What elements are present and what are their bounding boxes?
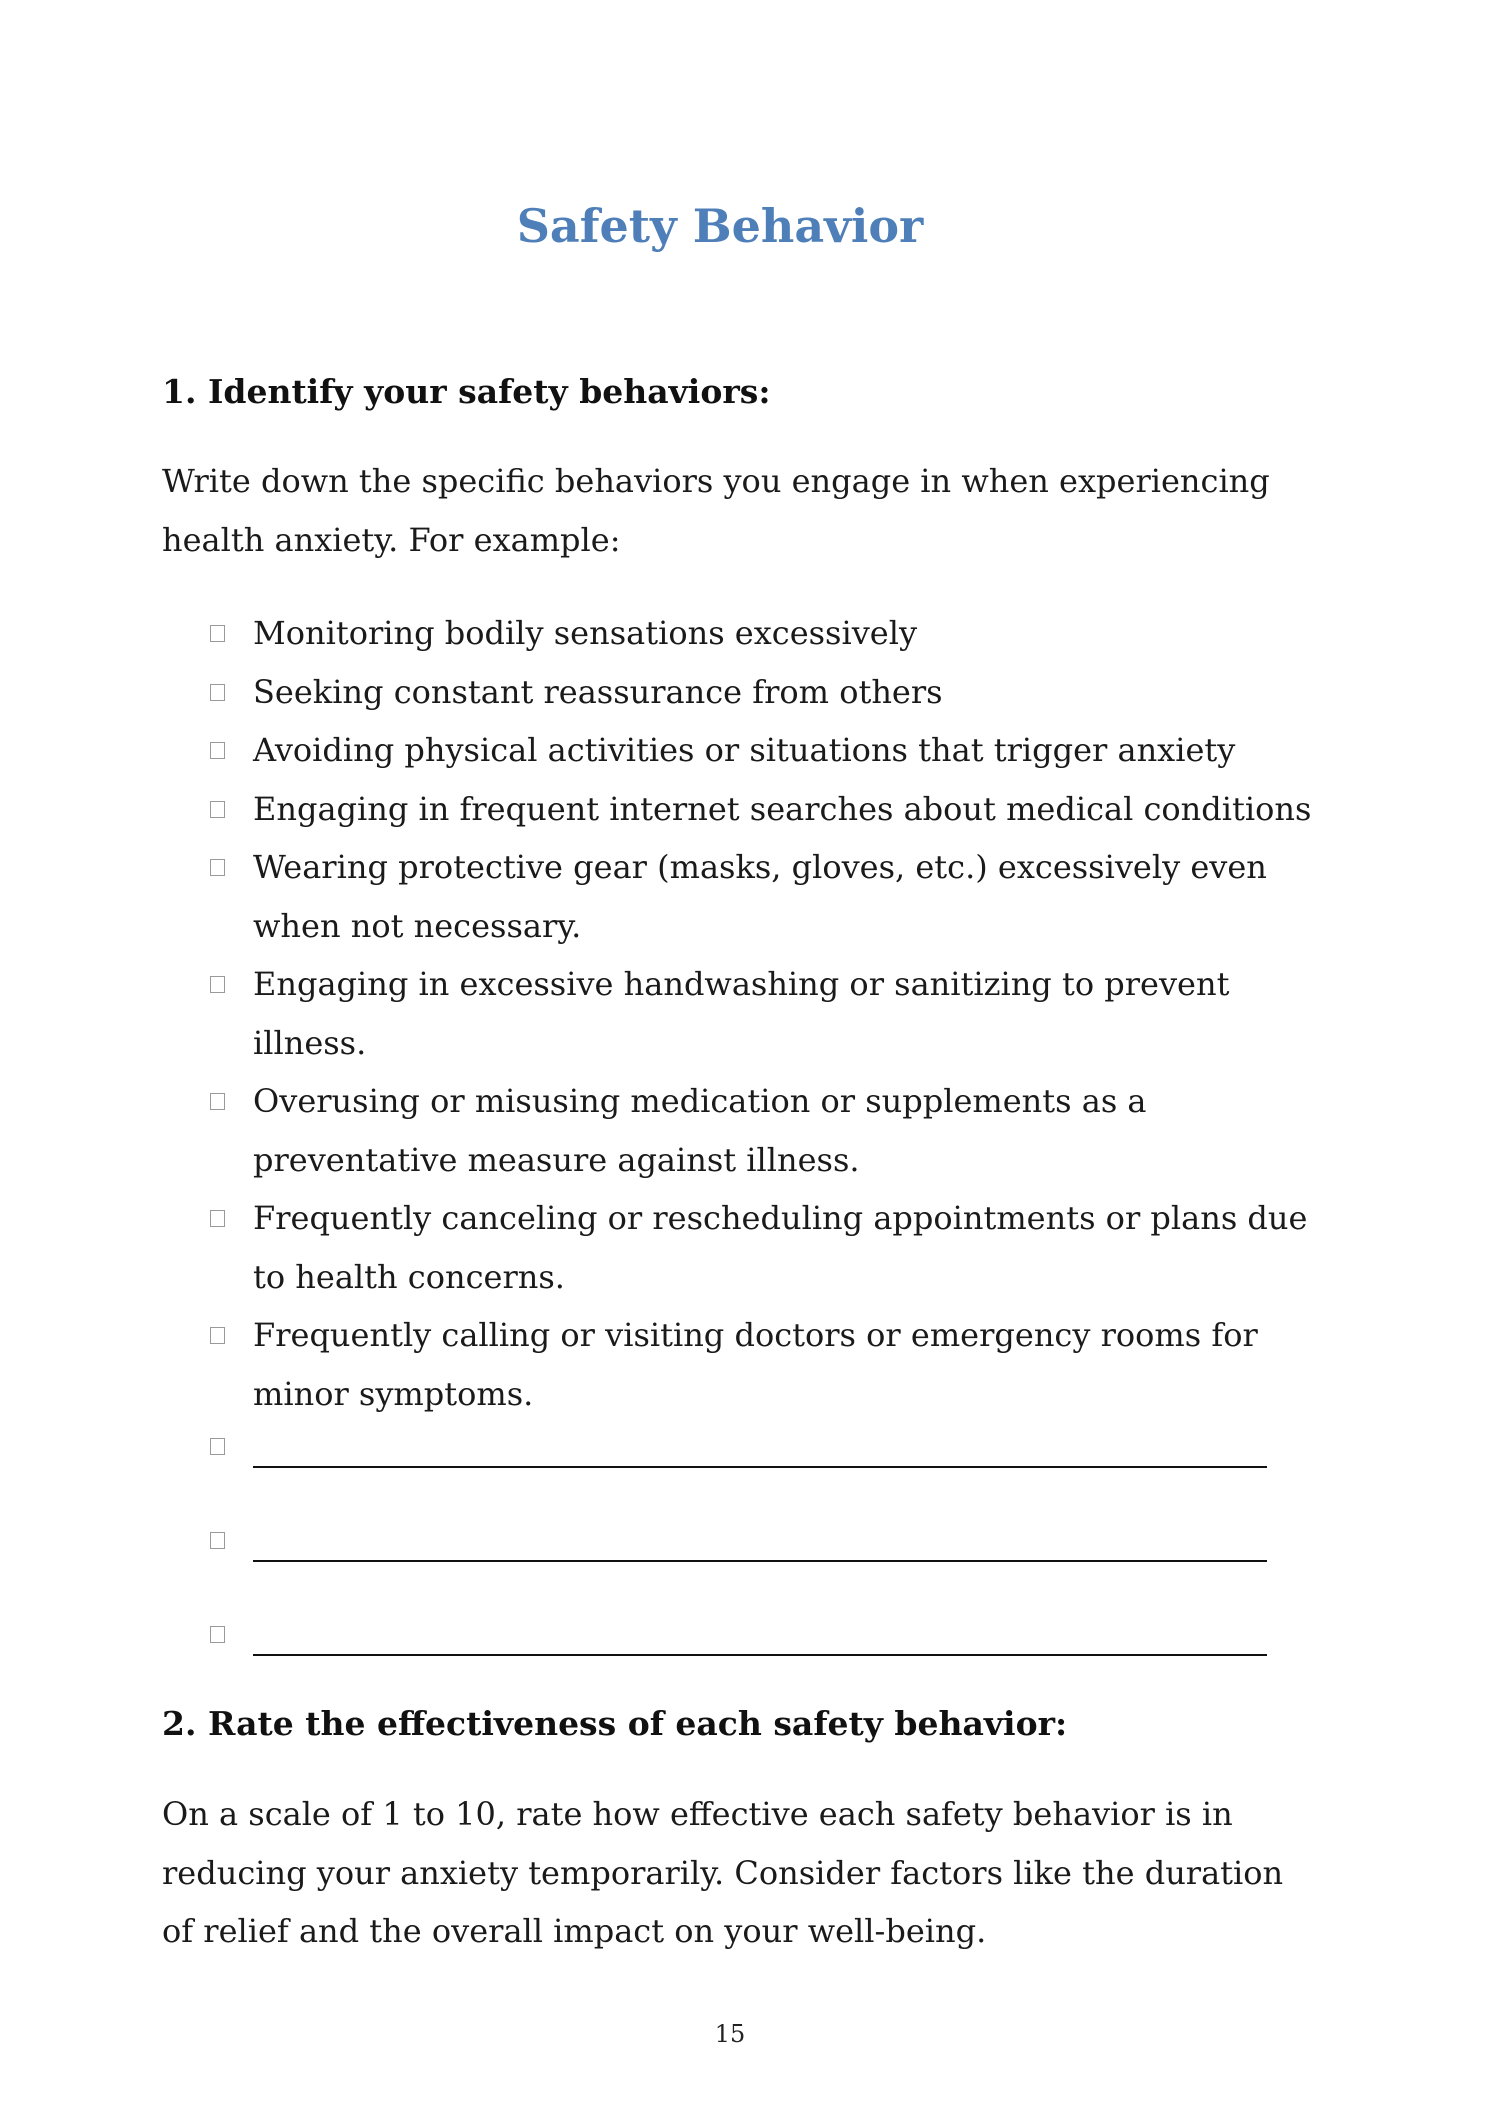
blank-entry-row [207, 1410, 1267, 1470]
page-title: Safety Behavior [516, 199, 924, 253]
checkbox-icon[interactable] [210, 1210, 225, 1227]
checkbox-icon[interactable] [210, 1327, 225, 1344]
checklist-item [207, 663, 1317, 722]
write-in-line[interactable] [253, 1654, 1267, 1656]
checkbox-icon[interactable] [210, 742, 225, 759]
checklist-item [207, 721, 1317, 780]
checkbox-icon[interactable] [210, 1532, 225, 1549]
section-2-body: On a scale of 1 to 10, rate how effective each safety behavior is in reducing your anxiety temporarily. Consider factors like the duration of relief and the overall impact on your well-being. [162, 1795, 1284, 1950]
checklist-item-label: Engaging in excessive handwashing or sanitizing to prevent illness. [253, 965, 1230, 1062]
checkbox-icon[interactable] [210, 859, 225, 876]
section-1-heading: 1. Identify your safety behaviors: [162, 372, 771, 411]
checkbox-icon[interactable] [210, 976, 225, 993]
checkbox-icon[interactable] [210, 1626, 225, 1643]
page-number: 15 [714, 2020, 746, 2048]
checklist-item [207, 780, 1317, 839]
checklist-item-label: Frequently canceling or rescheduling appointments or plans due to health concerns. [253, 1199, 1308, 1296]
checklist-item-label: Engaging in frequent internet searches about medical conditions [253, 789, 1312, 828]
checklist-item-label: Seeking constant reassurance from others [253, 672, 943, 711]
section-2-heading: 2. Rate the effectiveness of each safety behavior: [162, 1704, 1068, 1743]
checklist-item [207, 1306, 1317, 1423]
checkbox-icon[interactable] [210, 1438, 225, 1455]
checkbox-icon[interactable] [210, 625, 225, 642]
safety-behavior-checklist [207, 604, 1317, 1423]
checklist-item-label: Avoiding physical activities or situations that trigger anxiety [253, 731, 1236, 769]
checklist-item-label: Monitoring bodily sensations excessively [253, 614, 918, 652]
blank-entry-row [207, 1504, 1267, 1564]
checklist-item [207, 604, 1317, 663]
blank-entry-row [207, 1598, 1267, 1658]
checkbox-icon[interactable] [210, 1093, 225, 1110]
section-1-intro: Write down the specific behaviors you engage in when experiencing health anxiety. For example: [162, 462, 1270, 559]
write-in-line[interactable] [253, 1560, 1267, 1562]
checklist-item [207, 1072, 1317, 1189]
checkbox-icon[interactable] [210, 801, 225, 818]
write-in-line[interactable] [253, 1466, 1267, 1468]
checklist-item-label: Wearing protective gear (masks, gloves, etc.) excessively even when not necessary. [253, 848, 1267, 945]
checklist-item-label: Frequently calling or visiting doctors or emergency rooms for minor symptoms. [253, 1316, 1258, 1413]
checklist-item [207, 955, 1317, 1072]
checklist-item [207, 838, 1317, 955]
checklist-item-label: Overusing or misusing medication or supplements as a preventative measure against illness. [253, 1082, 1147, 1179]
checkbox-icon[interactable] [210, 684, 225, 701]
checklist-item [207, 1189, 1317, 1306]
